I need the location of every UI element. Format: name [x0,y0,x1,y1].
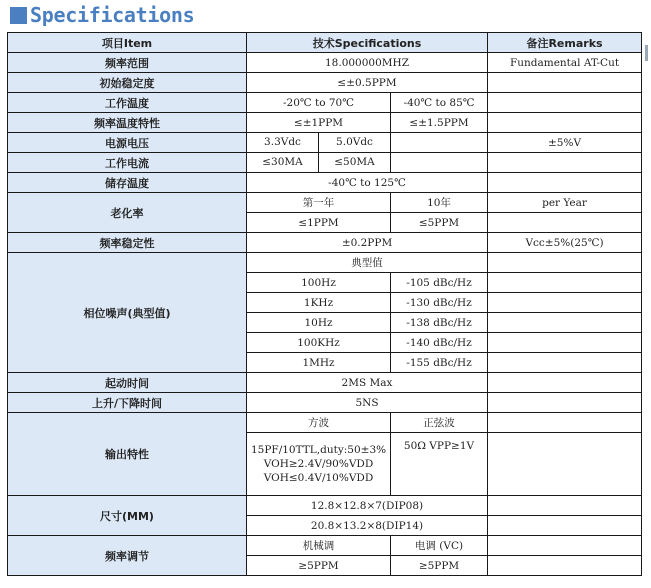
row-remark [488,313,642,333]
row-value-b: ≤±1.5PPM [391,113,488,133]
phase-noise-offset: 100KHz [247,333,391,353]
size-value-a: 12.8×12.8×7(DIP08) [247,496,488,516]
current-b: ≤50MA [334,156,375,168]
phase-noise-typical: 典型值 [247,253,488,273]
row-remark [488,333,642,353]
phase-noise-offset: 100Hz [247,273,391,293]
header-item: 项目Item [8,33,247,53]
table-row [8,536,642,556]
size-value-b: 20.8×13.2×8(DIP14) [247,516,488,536]
row-label: 储存温度 [8,173,247,193]
header-spec: 技术Specifications [247,33,488,53]
row-label: 频率温度特性 [8,113,247,133]
row-remark [488,253,642,273]
scrollbar-edge [645,45,648,61]
table-row [8,193,642,213]
phase-noise-offset: 10Hz [247,313,391,333]
tuning-heading-1: 机械调 [247,536,391,556]
voltage-a: 3.3Vdc [247,133,319,152]
row-label: 输出特性 [8,413,247,496]
row-value: ≤±0.5PPM [247,73,488,93]
row-remark [488,113,642,133]
phase-noise-offset: 1KHz [247,293,391,313]
row-value: ±0.2PPM [247,233,488,253]
phase-noise-value: -140 dBc/Hz [391,333,488,353]
row-value-blank [391,153,488,173]
row-value-b: -40℃ to 85℃ [391,93,488,113]
row-remark [488,213,642,233]
aging-value-2: ≤5PPM [391,213,488,233]
row-remark [488,536,642,556]
table-row [8,173,642,193]
table-row [8,233,642,253]
table-row [8,133,642,153]
output-square-heading: 方波 [247,413,391,433]
table-row [8,373,642,393]
table-row [8,253,642,273]
voltage-b: 5.0Vdc [336,136,373,148]
table-row [8,413,642,433]
aging-value-1: ≤1PPM [247,213,391,233]
row-remark: Vcc±5%(25℃) [488,233,642,253]
heading-square-icon [10,7,27,24]
row-remark [488,173,642,193]
row-value-a: -20℃ to 70℃ [247,93,391,113]
tuning-value-2: ≥5PPM [391,556,488,576]
row-value: 5NS [247,393,488,413]
row-label: 频率调节 [8,536,247,576]
aging-heading-1: 第一年 [247,193,391,213]
row-remark [488,93,642,113]
table-row [8,93,642,113]
table-row [8,53,642,73]
output-sine-spec: 50Ω VPP≥1V [391,433,488,496]
row-remark [488,413,642,433]
table-row [8,73,642,93]
aging-heading-2: 10年 [391,193,488,213]
output-sine-heading: 正弦波 [391,413,488,433]
row-remark [488,73,642,93]
row-remark [488,373,642,393]
row-label: 上升/下降时间 [8,393,247,413]
row-label: 电源电压 [8,133,247,153]
row-value: 2MS Max [247,373,488,393]
table-row [8,153,642,173]
table-row [8,393,642,413]
row-remark: per Year [488,193,642,213]
phase-noise-value: -130 dBc/Hz [391,293,488,313]
tuning-heading-2: 电调 (VC) [391,536,488,556]
row-label: 频率稳定性 [8,233,247,253]
row-remark: Fundamental AT-Cut [488,53,642,73]
row-value-blank [391,133,488,153]
row-remark [488,353,642,373]
row-remark [488,393,642,413]
row-remark [488,516,642,536]
phase-noise-offset: 1MHz [247,353,391,373]
row-value: -40℃ to 125℃ [247,173,488,193]
row-remark [488,153,642,173]
row-label: 初始稳定度 [8,73,247,93]
row-label: 老化率 [8,193,247,233]
phase-noise-value: -138 dBc/Hz [391,313,488,333]
row-value-a [247,153,391,173]
output-square-spec: 15PF/10TTL,duty:50±3% VOH≥2.4V/90%VDD VOH≤0.4V/10%VDD [247,433,391,496]
row-label: 工作电流 [8,153,247,173]
specifications-table [7,32,642,576]
table-row [8,113,642,133]
row-value-a: ≤±1PPM [247,113,391,133]
tuning-value-1: ≥5PPM [247,556,391,576]
row-value-a [247,133,391,153]
section-heading [10,2,194,28]
table-header-row [8,33,642,53]
row-label: 起动时间 [8,373,247,393]
row-remark [488,293,642,313]
row-remark [488,433,642,496]
row-remark [488,273,642,293]
row-value: 18.000000MHZ [247,53,488,73]
row-remark [488,496,642,516]
row-label: 频率范围 [8,53,247,73]
row-label: 尺寸(MM) [8,496,247,536]
row-remark [488,556,642,576]
header-remarks: 备注Remarks [488,33,642,53]
phase-noise-value: -155 dBc/Hz [391,353,488,373]
table-row [8,496,642,516]
phase-noise-value: -105 dBc/Hz [391,273,488,293]
row-label: 工作温度 [8,93,247,113]
row-label: 相位噪声(典型值) [8,253,247,373]
section-title: Specifications [30,3,195,27]
current-a: ≤30MA [247,153,319,172]
row-remark: ±5%V [488,133,642,153]
